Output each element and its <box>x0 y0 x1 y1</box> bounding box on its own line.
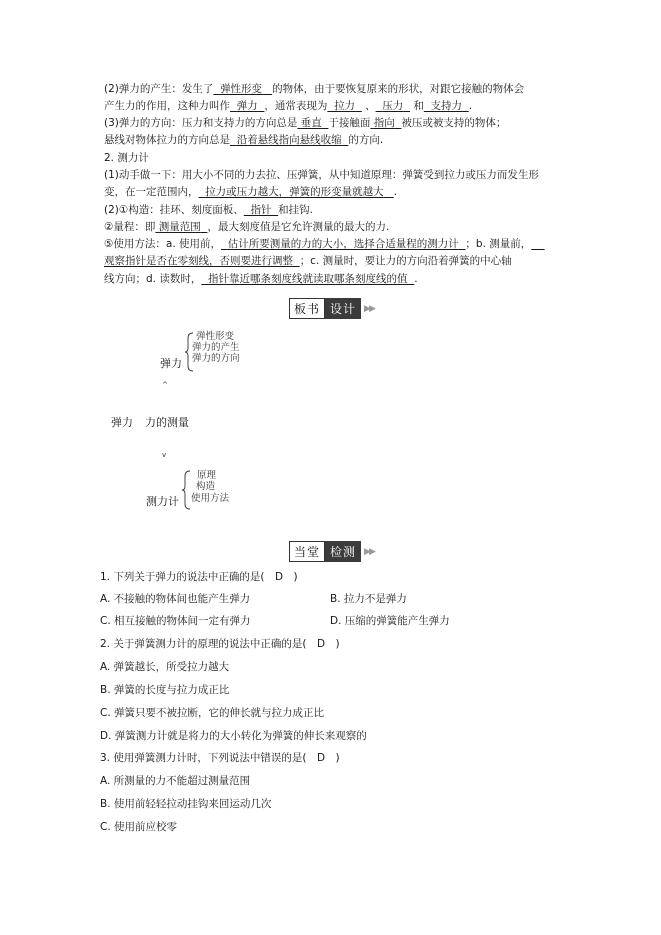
blackboard-design-banner <box>289 298 374 319</box>
outline-mid-label-b: 力的测量 <box>145 416 189 429</box>
text-line-11: 观察指针是否在零刻线，否则要进行调整 ；c. 测量时，要让力的方向沿着弹簧的中心轴 <box>104 255 512 267</box>
text-line-10: ⑤使用方法：a. 使用前， 估计所要测量的力的大小，选择合适量程的测力计 ；b. 测量前， <box>104 238 532 250</box>
question-2: 2. 关于弹簧测力计的原理的说法中正确的是( D ) <box>100 638 340 650</box>
answer-blank: 观察指针是否在零刻线，否则要进行调整 <box>104 255 293 267</box>
outline-bottom-item: 原理 <box>197 470 217 481</box>
text-line-8: (2)①构造：挂环、刻度面板、 指针 和挂钩. <box>104 204 314 216</box>
option-3c: C. 使用前应校零 <box>100 821 178 833</box>
outline-bottom-item: 使用方法 <box>191 493 230 504</box>
text-line-9: ②量程：即 测量范围 ，最大刻度值是它允许测量的最大的力. <box>104 221 390 233</box>
answer-blank: 垂直 <box>300 117 322 129</box>
text-line-12: 线方向；d. 读数时， 指针靠近哪条刻度线就读取哪条刻度线的值 . <box>104 273 418 285</box>
answer-blank: 压力 <box>382 100 404 112</box>
text-line-4: 悬线对物体拉力的方向总是 沿着悬线指向悬线收缩 的方向. <box>104 134 384 146</box>
outline-top-item: 弹力的产生 <box>192 342 240 353</box>
answer-blank: 支持力 <box>430 100 462 112</box>
text-line-2: 产生力的作用，这种力叫作 弹力 ，通常表现为 拉力 、 压力 和 支持力 . <box>104 100 473 112</box>
arrow-icon: ▶▶ <box>364 303 374 314</box>
banner-left: 板书 <box>289 298 325 319</box>
option-3b: B. 使用前轻轻拉动挂钩来回运动几次 <box>100 798 272 810</box>
outline-bottom-item: 构造 <box>196 481 216 492</box>
arrow-icon: ▶▶ <box>364 546 374 557</box>
answer-blank: 弹力 <box>236 100 258 112</box>
option-2a: A. 弹簧越长，所受拉力越大 <box>100 661 230 673</box>
option-2b: B. 弹簧的长度与拉力成正比 <box>100 684 230 696</box>
text-line-3: (3)弹力的方向：压力和支持力的方向总是 垂直 于接触面 指向 被压或被支持的物体； <box>104 117 507 129</box>
connector-mark: v <box>162 451 167 459</box>
answer-blank: 测量范围 <box>158 221 201 233</box>
answer-blank: 拉力或压力越大，弹簧的形变量就越大 <box>205 186 384 198</box>
option-2c: C. 弹簧只要不被拉断，它的伸长就与拉力成正比 <box>100 707 325 719</box>
answer-blank: 指针靠近哪条刻度线就读取哪条刻度线的值 <box>208 273 408 285</box>
answer-blank: 拉力 <box>334 100 356 112</box>
text-line-6: (1)动手做一下：用大小不同的力去拉、压弹簧，从中知道原理：弹簧受到拉力或压力而发生形 <box>104 169 539 181</box>
outline-mid-label-a: 弹力 <box>111 416 133 429</box>
outline-bottom-label: 测力计 <box>146 495 179 508</box>
option-3a: A. 所测量的力不能超过测量范围 <box>100 775 251 787</box>
connector-mark: ^ <box>162 381 168 389</box>
banner-right: 检测 <box>325 541 361 562</box>
answer-blank: 指针 <box>250 204 272 216</box>
option-1c: C. 相互接触的物体间一定有弹力 <box>100 615 251 627</box>
text-line-5: 2. 测力计 <box>104 152 149 164</box>
answer-blank: 弹性形变 <box>220 83 263 95</box>
banner-left: 当堂 <box>289 541 325 562</box>
answer-blank: 指向 <box>373 117 395 129</box>
option-1d: D. 压缩的弹簧能产生弹力 <box>330 615 450 627</box>
option-2d: D. 弹簧测力计就是将力的大小转化为弹簧的伸长来观察的 <box>100 730 367 742</box>
brace-icon <box>181 470 191 510</box>
text-line-7: 变，在一定范围内， 拉力或压力越大，弹簧的形变量就越大 . <box>104 186 398 198</box>
banner-right: 设计 <box>325 298 361 319</box>
outline-top-item: 弹力的方向 <box>192 353 240 364</box>
in-class-test-banner <box>289 541 374 562</box>
question-3: 3. 使用弹簧测力计时，下列说法中错误的是( D ) <box>100 752 340 764</box>
answer-blank: 沿着悬线指向悬线收缩 <box>236 134 342 146</box>
question-1: 1. 下列关于弹力的说法中正确的是( D ) <box>100 571 298 583</box>
option-1a: A. 不接触的物体间也能产生弹力 <box>100 593 251 605</box>
outline-top-item: 弹性形变 <box>196 331 235 342</box>
text-line-1: (2)弹力的产生：发生了 弹性形变 的物体，由于要恢复原来的形状，对跟它接触的物体会 <box>104 83 525 95</box>
option-1b: B. 拉力不是弹力 <box>330 593 407 605</box>
outline-top-label: 弹力 <box>160 357 182 370</box>
answer-blank: 估计所要测量的力的大小，选择合适量程的测力计 <box>227 238 459 250</box>
